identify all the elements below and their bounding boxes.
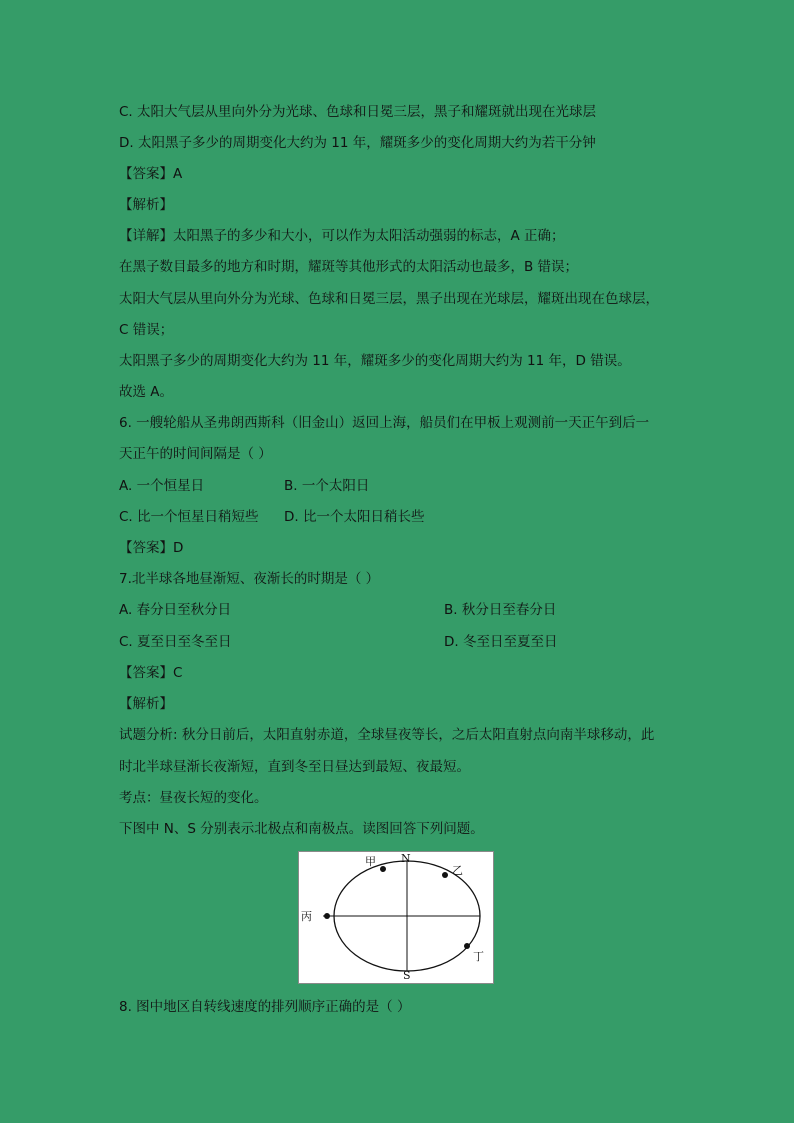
q7-option-d: D. 冬至日至夏至日 [444, 634, 558, 650]
q5-option-d: D. 太阳黑子多少的周期变化大约为 11 年，耀斑多少的变化周期大约为若干分钟 [119, 135, 596, 151]
q7-answer: 【答案】C [119, 665, 183, 681]
q6-stem: 天正午的时间间隔是（ ） [119, 446, 272, 462]
q6-option-d: D. 比一个太阳日稍长些 [284, 509, 425, 525]
point-bing [324, 913, 330, 919]
q6-answer: 【答案】D [119, 540, 184, 556]
diagram-intro: 下图中 N、S 分别表示北极点和南极点。读图回答下列问题。 [119, 821, 484, 837]
q5-detail-line: 【详解】太阳黑子的多少和大小，可以作为太阳活动强弱的标志，A 正确； [119, 228, 565, 244]
point-ding [464, 943, 470, 949]
label-jia: 甲 [365, 855, 376, 868]
q5-answer: 【答案】A [119, 166, 183, 182]
point-yi [442, 872, 448, 878]
q7-analysis-line: 时北半球昼渐长夜渐短，直到冬至日昼达到最短、夜最短。 [119, 759, 470, 775]
q5-detail-line: 太阳大气层从里向外分为光球、色球和日冕三层，黑子出现在光球层，耀斑出现在色球层， [119, 291, 659, 307]
earth-polar-diagram [298, 851, 494, 984]
q5-detail-line: C 错误； [119, 322, 174, 338]
q7-analysis-line: 试题分析: 秋分日前后，太阳直射赤道，全球昼夜等长，之后太阳直射点向南半球移动，此 [119, 727, 655, 743]
q6-option-b: B. 一个太阳日 [284, 478, 370, 494]
q5-detail-line: 故选 A。 [119, 384, 174, 400]
q6-option-c: C. 比一个恒星日稍短些 [119, 509, 259, 525]
q6-option-a: A. 一个恒星日 [119, 478, 205, 494]
q5-detail-line: 在黑子数目最多的地方和时期，耀斑等其他形式的太阳活动也最多，B 错误； [119, 259, 579, 275]
label-bing: 丙 [301, 910, 312, 923]
q5-detail-line: 太阳黑子多少的周期变化大约为 11 年，耀斑多少的变化周期大约为 11 年，D 错误。 [119, 353, 631, 369]
q7-stem: 7.北半球各地昼渐短、夜渐长的时期是（ ） [119, 571, 380, 587]
label-ding: 丁 [473, 950, 484, 963]
q5-option-c: C. 太阳大气层从里向外分为光球、色球和日冕三层，黑子和耀斑就出现在光球层 [119, 104, 597, 120]
q5-analysis-title: 【解析】 [119, 197, 173, 213]
label-n: N [401, 852, 411, 865]
q6-stem: 6. 一艘轮船从圣弗朗西斯科（旧金山）返回上海，船员们在甲板上观测前一天正午到后一 [119, 415, 650, 431]
label-yi: 乙 [452, 864, 463, 877]
q7-point: 考点：昼夜长短的变化。 [119, 790, 268, 806]
label-s: S [403, 969, 411, 982]
q7-option-a: A. 春分日至秋分日 [119, 602, 232, 618]
q7-analysis-title: 【解析】 [119, 696, 173, 712]
q8-stem: 8. 图中地区自转线速度的排列顺序正确的是（ ） [119, 999, 411, 1015]
point-jia [380, 866, 386, 872]
q7-option-c: C. 夏至日至冬至日 [119, 634, 232, 650]
q7-option-b: B. 秋分日至春分日 [444, 602, 557, 618]
